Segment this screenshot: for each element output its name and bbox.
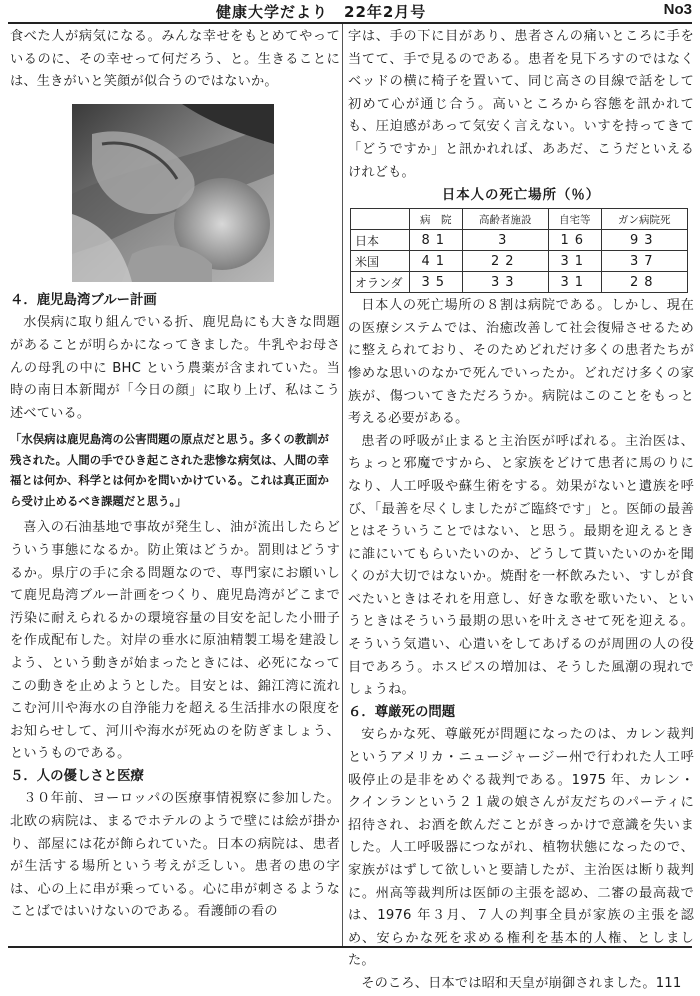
section5-heading: ５．人の優しさと医療 xyxy=(10,768,144,784)
table-cell: 22 xyxy=(462,251,548,272)
footer-rule xyxy=(8,946,692,948)
newsletter-title: 健康大学だより 22年2月号 xyxy=(216,3,427,21)
intro-paragraph: 食べた人が病気になる。みんな幸せをもとめてやっているのに、その幸せって何だろう、と。生きることには、生きがいと笑顔が似合うのではないか。 xyxy=(10,29,340,90)
table-cell: 33 xyxy=(462,272,548,293)
page-header xyxy=(0,0,700,24)
section4-heading: ４．鹿児島湾ブルー計画 xyxy=(10,292,157,308)
right-column xyxy=(348,26,694,996)
table-header-cell: ガン病院死 xyxy=(601,209,688,230)
section6-paragraph-2: そのころ、日本では昭和天皇が崩御されました。111 xyxy=(361,975,682,991)
table-row xyxy=(351,230,688,251)
table-row-label: 米国 xyxy=(351,251,410,272)
table-cell: 35 xyxy=(410,272,463,293)
table-row-label: 日本 xyxy=(351,230,410,251)
photo-image xyxy=(72,104,274,282)
patient-photo xyxy=(72,104,274,282)
death-place-table xyxy=(350,208,688,293)
table-row xyxy=(351,251,688,272)
table-cell: 31 xyxy=(548,251,601,272)
continued-paragraph: 字は、手の下に目があり、患者さんの痛いところに手を当てて、手で見るのである。患者を見下ろすのではなくベッドの横に椅子を置いて、同じ高さの目線で話をして初めて心が通じ合う。高いところから容態を訊かれても、圧迫感があって気安く言えない。いすを持ってきて「どうですか」と訊かれれば、ああだ、こうだといえるけれども。 xyxy=(348,29,694,180)
table-cell: 37 xyxy=(601,251,688,272)
table-header-cell xyxy=(351,209,410,230)
page-number: No3 xyxy=(663,1,692,18)
table-cell: 93 xyxy=(601,230,688,251)
table-cell: 81 xyxy=(410,230,463,251)
table-cell: 31 xyxy=(548,272,601,293)
right-paragraph-2: 日本人の死亡場所の８割は病院である。しかし、現在の医療システムでは、治癒改善して社会復帰させるために整えられており、そのためどれだけ多くの患者たちが惨めな思いのなかで死んでいったか。どれだけ多くの家族が、傷ついてきただろうか。病院はこのことをもっと考える必要がある。 xyxy=(348,298,694,427)
section6-heading: ６．尊厳死の問題 xyxy=(348,704,456,720)
table-cell: 16 xyxy=(548,230,601,251)
table-cell: 3 xyxy=(462,230,548,251)
right-paragraph-3: 患者の呼吸が止まると主治医が呼ばれる。主治医は、ちょっと邪魔ですから、と家族をどけて患者に馬のりになり、人工呼吸や蘇生術をする。効果がないと遺族を呼び、「最善を尽くしましたがご臨終です」と。医師の最善とはそういうことではない、と思う。最期を迎えるときに誰にいてもらいたいのか、どうして貰いたいのかを聞くのが大切ではないか。焼酎を一杯飲みたい、すしが食べたいときはそれを用意し、好きな歌を歌いたい、というときはそういう最期の思いを叶えさせて死を迎える。そういう気遣い、心遣いをしてあげるのが周囲の人の役目であろう。ホスピスの増加は、そうした風潮の現れでしょうね。 xyxy=(348,433,694,698)
table-header-cell: 自宅等 xyxy=(548,209,601,230)
table-header-cell: 高齢者施設 xyxy=(462,209,548,230)
section6-paragraph-1: 安らかな死、尊厳死が問題になったのは、カレン裁判というアメリカ・ニュージャージー州で行われた人工呼吸停止の是非をめぐる裁判である。1975 年、カレン・クインランという２１歳の娘さんが友だちのパーティに招待され、お酒を飲んだことがきっかけで意識を失いました。人工呼吸器につながれ、植物状態になったので、家族がはずして欲しいと要請したが、主治医は断り裁判に。州高等裁判所は医師の主張を認め、二審の最高裁では、1976 年３月、７人の判事全員が家族の主張を認め、安らかな死を求める権利を基本的人権、としました。 xyxy=(348,727,694,969)
table-header-cell: 病 院 xyxy=(410,209,463,230)
header-rule xyxy=(8,22,692,24)
section4-quote: 「水俣病は鹿児島湾の公害問題の原点だと思う。多くの教訓が残された。人間の手でひき起こされた悲惨な病気は、人間の幸福とは何か、科学とは何かを問いかけている。これは真正面から受け止めるべき課題だと思う。」 xyxy=(10,432,329,508)
left-column xyxy=(10,26,340,924)
table-header-row xyxy=(351,209,688,230)
section4-paragraph-2: 喜入の石油基地で事故が発生し、油が流出したらどういう事態になるか。防止策はどうか。罰則はどうするか。県庁の手に余る問題なので、専門家にお願いして鹿児島湾ブルー計画をつくり、鹿児島湾がどこまで汚染に耐えられるかの環境容量の目安を記した小冊子を作成配布した。対岸の垂水に原油精製工場を建設しよう、という動きが始まったときには、必死になってこの動きを止めようとした。目安とは、錦江湾に流れこむ河川や海水の自浄能力を超える生活排水の限度をお知らせして、河川や海水が死ぬのを防ぎましょう、というものである。 xyxy=(10,520,340,762)
table-title: 日本人の死亡場所（％） xyxy=(441,188,601,204)
table-cell: 41 xyxy=(410,251,463,272)
table-cell: 28 xyxy=(601,272,688,293)
column-divider xyxy=(342,24,343,946)
table-row-label: オランダ xyxy=(351,272,410,293)
table-row xyxy=(351,272,688,293)
section5-paragraph-1: ３０年前、ヨーロッパの医療事情視察に参加した。北欧の病院は、まるでホテルのようで壁には絵が掛かり、部屋には花が飾られていた。日本の病院は、患者が生活する場所という考えが乏しい。患者の患の字は、心の上に串が乗っている。心に串が刺さるようなことばではいけないのである。看護師の看の xyxy=(10,791,340,920)
section4-paragraph-1: 水俣病に取り組んでいる折、鹿児島にも大きな問題があることが明らかになってきました。牛乳やお母さんの母乳の中に BHC という農薬が含まれていた。当時の南日本新聞が「今日の顔」に取り上げ、私はこう述べている。 xyxy=(10,315,340,421)
